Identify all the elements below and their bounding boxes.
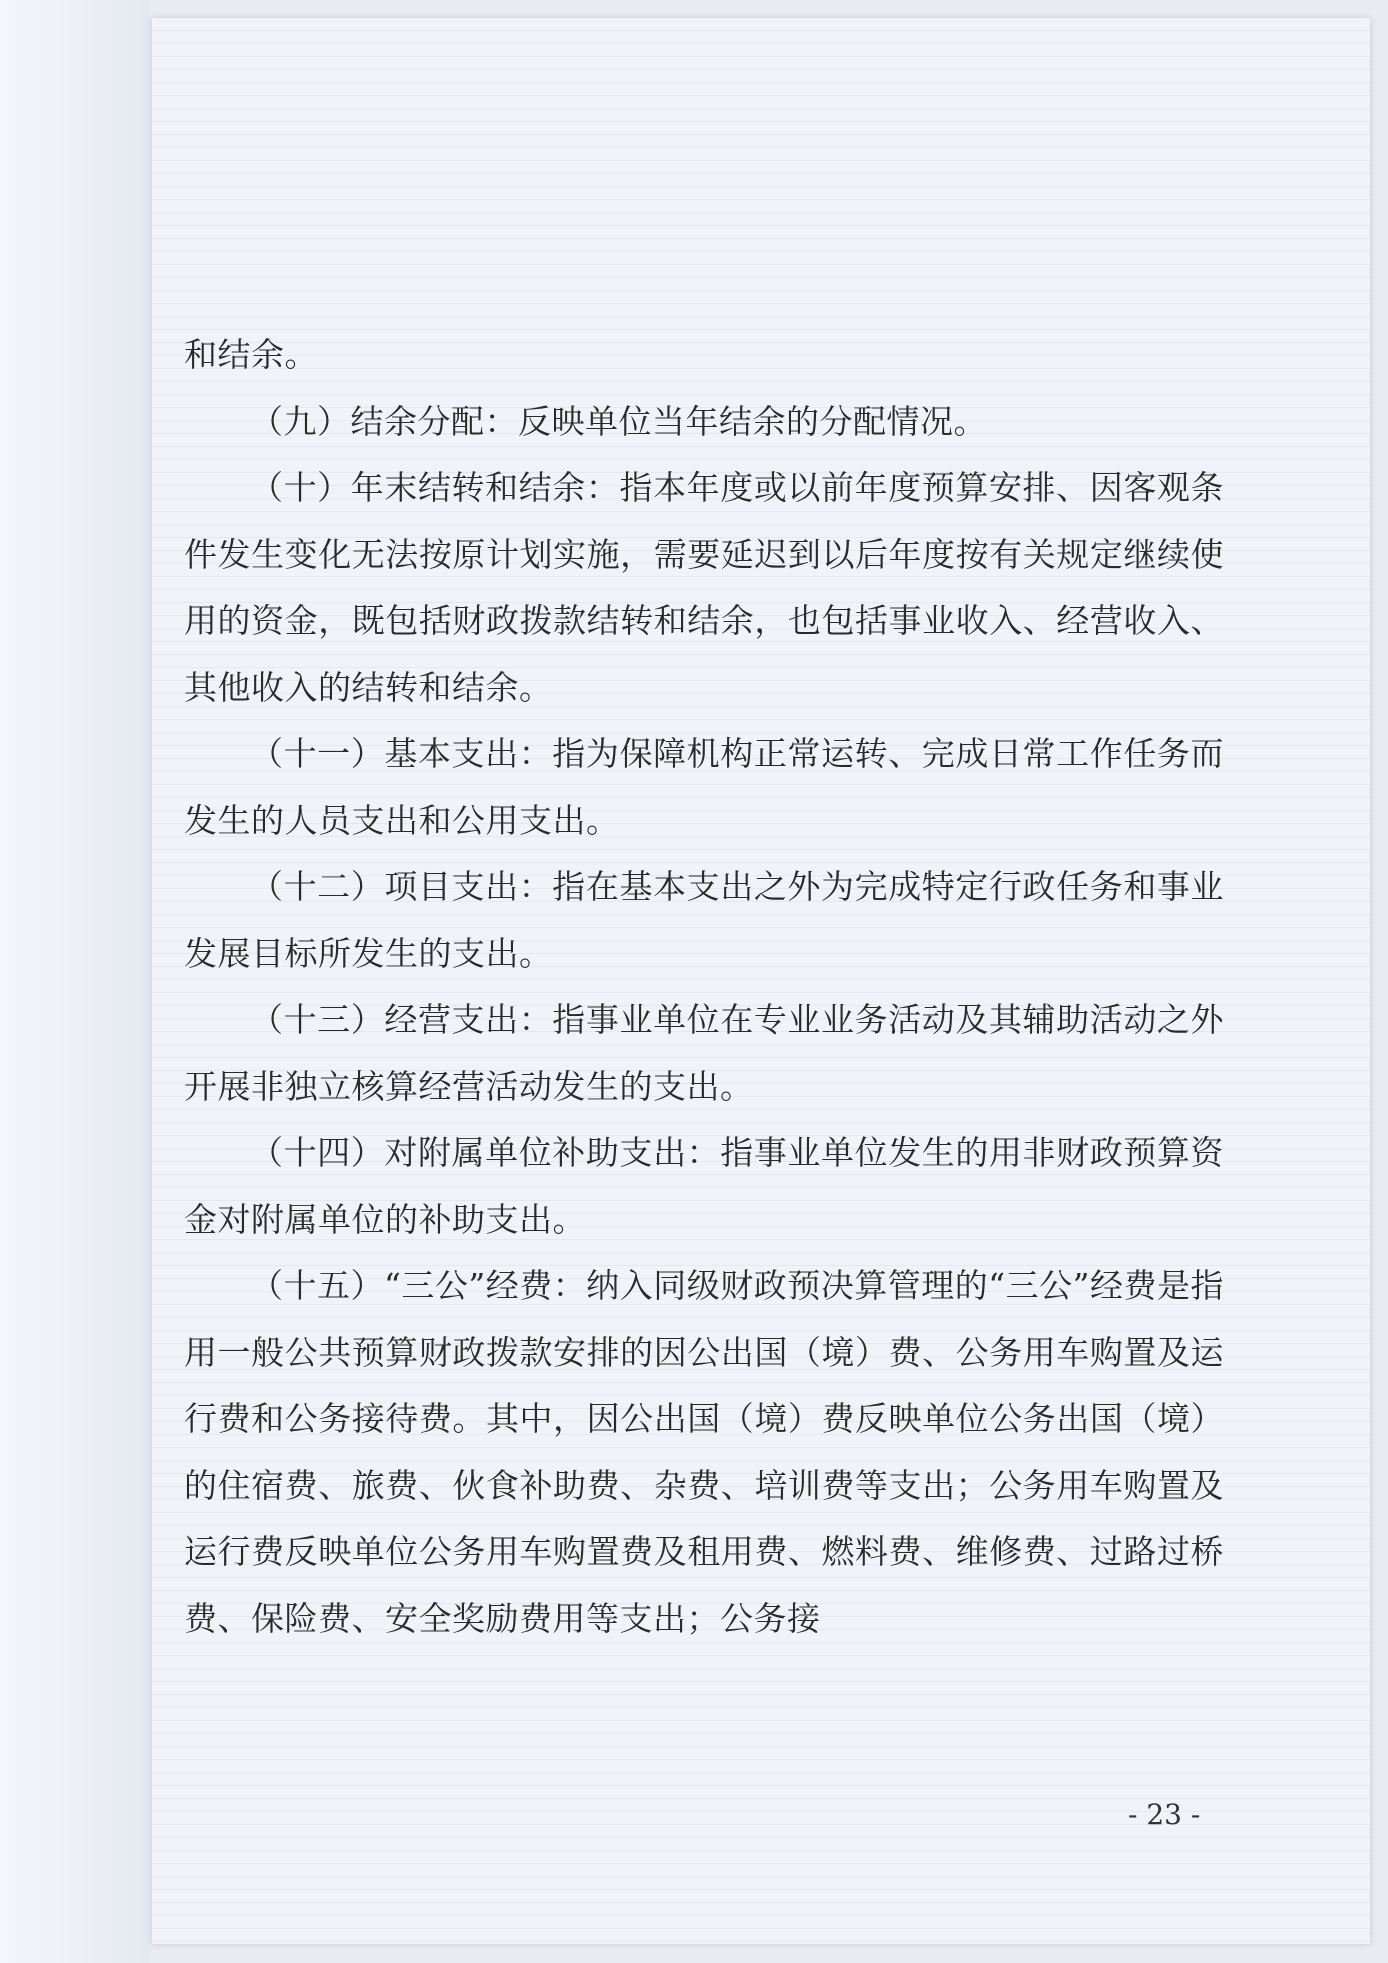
scan-left-margin (0, 0, 150, 1963)
paragraph-continuation: 和结余。 (184, 335, 318, 374)
paragraph-project-expenditure: （十二）项目支出：指在基本支出之外为完成特定行政任务和事业发展目标所发生的支出。 (184, 867, 1224, 973)
paragraph-operating-expenditure: （十三）经营支出：指事业单位在专业业务活动及其辅助活动之外开展非独立核算经营活动发生的支出。 (184, 1000, 1224, 1106)
document-body (184, 322, 1224, 1652)
paragraph-basic-expenditure: （十一）基本支出：指为保障机构正常运转、完成日常工作任务而发生的人员支出和公用支出。 (184, 734, 1224, 840)
paragraph-three-public-expenses: （十五）“三公”经费：纳入同级财政预决算管理的“三公”经费是指用一般公共预算财政拨款安排的因公出国（境）费、公务用车购置及运行费和公务接待费。其中，因公出国（境）费反映单位公务出国（境）的住宿费、旅费、伙食补助费、杂费、培训费等支出；公务用车购置及运行费反映单位公务用车购置费及租用费、燃料费、维修费、过路过桥费、保险费、安全奖励费用等支出；公务接 (184, 1266, 1224, 1638)
paragraph-subsidiary-subsidy: （十四）对附属单位补助支出：指事业单位发生的用非财政预算资金对附属单位的补助支出。 (184, 1133, 1224, 1239)
paragraph-year-end-carryover: （十）年末结转和结余：指本年度或以前年度预算安排、因客观条件发生变化无法按原计划实施，需要延迟到以后年度按有关规定继续使用的资金，既包括财政拨款结转和结余，也包括事业收入、经营收入、其他收入的结转和结余。 (184, 468, 1224, 707)
paragraph-surplus-distribution: （九）结余分配：反映单位当年结余的分配情况。 (250, 401, 987, 441)
page-number: - 23 - (1128, 1798, 1201, 1831)
